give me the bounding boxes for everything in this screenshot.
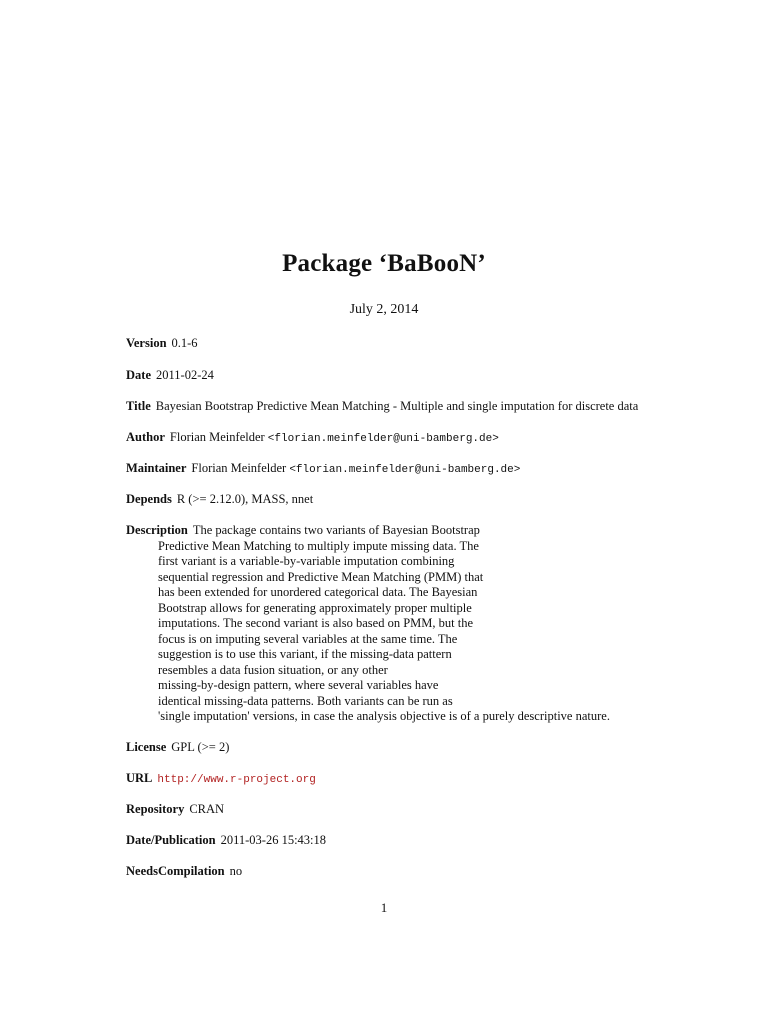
description-line: focus is on imputing several variables at the same time. The [158,632,458,646]
field-value: R (>= 2.12.0), MASS, nnet [176,492,314,506]
author-email: <florian.meinfelder@uni-bamberg.de> [267,433,499,445]
field-author [126,430,499,448]
field-label: Author [126,430,165,444]
description-line: first variant is a variable-by-variable imputation combining [158,554,455,568]
field-depends [126,492,313,508]
field-value: 2011-02-24 [156,368,214,382]
field-label: Version [126,336,167,350]
document-date: July 2, 2014 [349,302,419,317]
field-label: Date [126,368,151,382]
description-first-line: The package contains two variants of Bayesian Bootstrap [192,523,480,537]
description-line: imputations. The second variant is also based on PMM, but the [158,616,474,630]
field-repository [126,802,224,818]
maintainer-name: Florian Meinfelder [191,461,287,475]
field-label: Depends [126,492,172,506]
field-value: no [229,864,243,878]
maintainer-email: <florian.meinfelder@uni-bamberg.de> [289,464,521,476]
package-title: Package ‘BaBooN’ [282,250,486,277]
description-line: identical missing-data patterns. Both variants can be run as [158,694,453,708]
field-label: License [126,740,167,754]
field-value: GPL (>= 2) [171,740,230,754]
field-label: URL [126,771,153,785]
field-label: Description [126,523,188,537]
description-line: resembles a data fusion situation, or any other [158,663,388,677]
description-line: suggestion is to use this variant, if the missing-data pattern [158,647,452,661]
field-value: 2011-03-26 15:43:18 [220,833,327,847]
field-url [126,771,316,789]
url-link[interactable]: http://www.r-project.org [157,774,316,786]
field-license [126,740,229,756]
description-line: sequential regression and Predictive Mean Matching (PMM) that [158,570,484,584]
field-needs-compilation [126,864,242,880]
field-date [126,368,214,384]
field-value: CRAN [189,802,225,816]
field-publication [126,833,326,849]
field-value: 0.1-6 [171,336,198,350]
description-line: 'single imputation' versions, in case the analysis objective is of a purely descriptive nature. [158,709,610,723]
field-title [126,399,638,415]
field-version [126,336,198,352]
field-label: NeedsCompilation [126,864,225,878]
field-label: Date/Publication [126,833,216,847]
description-line: Bootstrap allows for generating approximately proper multiple [158,601,472,615]
field-label: Maintainer [126,461,187,475]
field-description [126,523,480,539]
field-label: Title [126,399,151,413]
description-line: Predictive Mean Matching to multiply impute missing data. The [158,539,479,553]
field-maintainer [126,461,520,479]
description-line: missing-by-design pattern, where several variables have [158,678,439,692]
field-label: Repository [126,802,185,816]
page-number: 1 [380,900,388,915]
author-name: Florian Meinfelder [169,430,265,444]
description-line: has been extended for unordered categorical data. The Bayesian [158,585,478,599]
field-value: Bayesian Bootstrap Predictive Mean Matching - Multiple and single imputation for discrete data [155,399,639,413]
